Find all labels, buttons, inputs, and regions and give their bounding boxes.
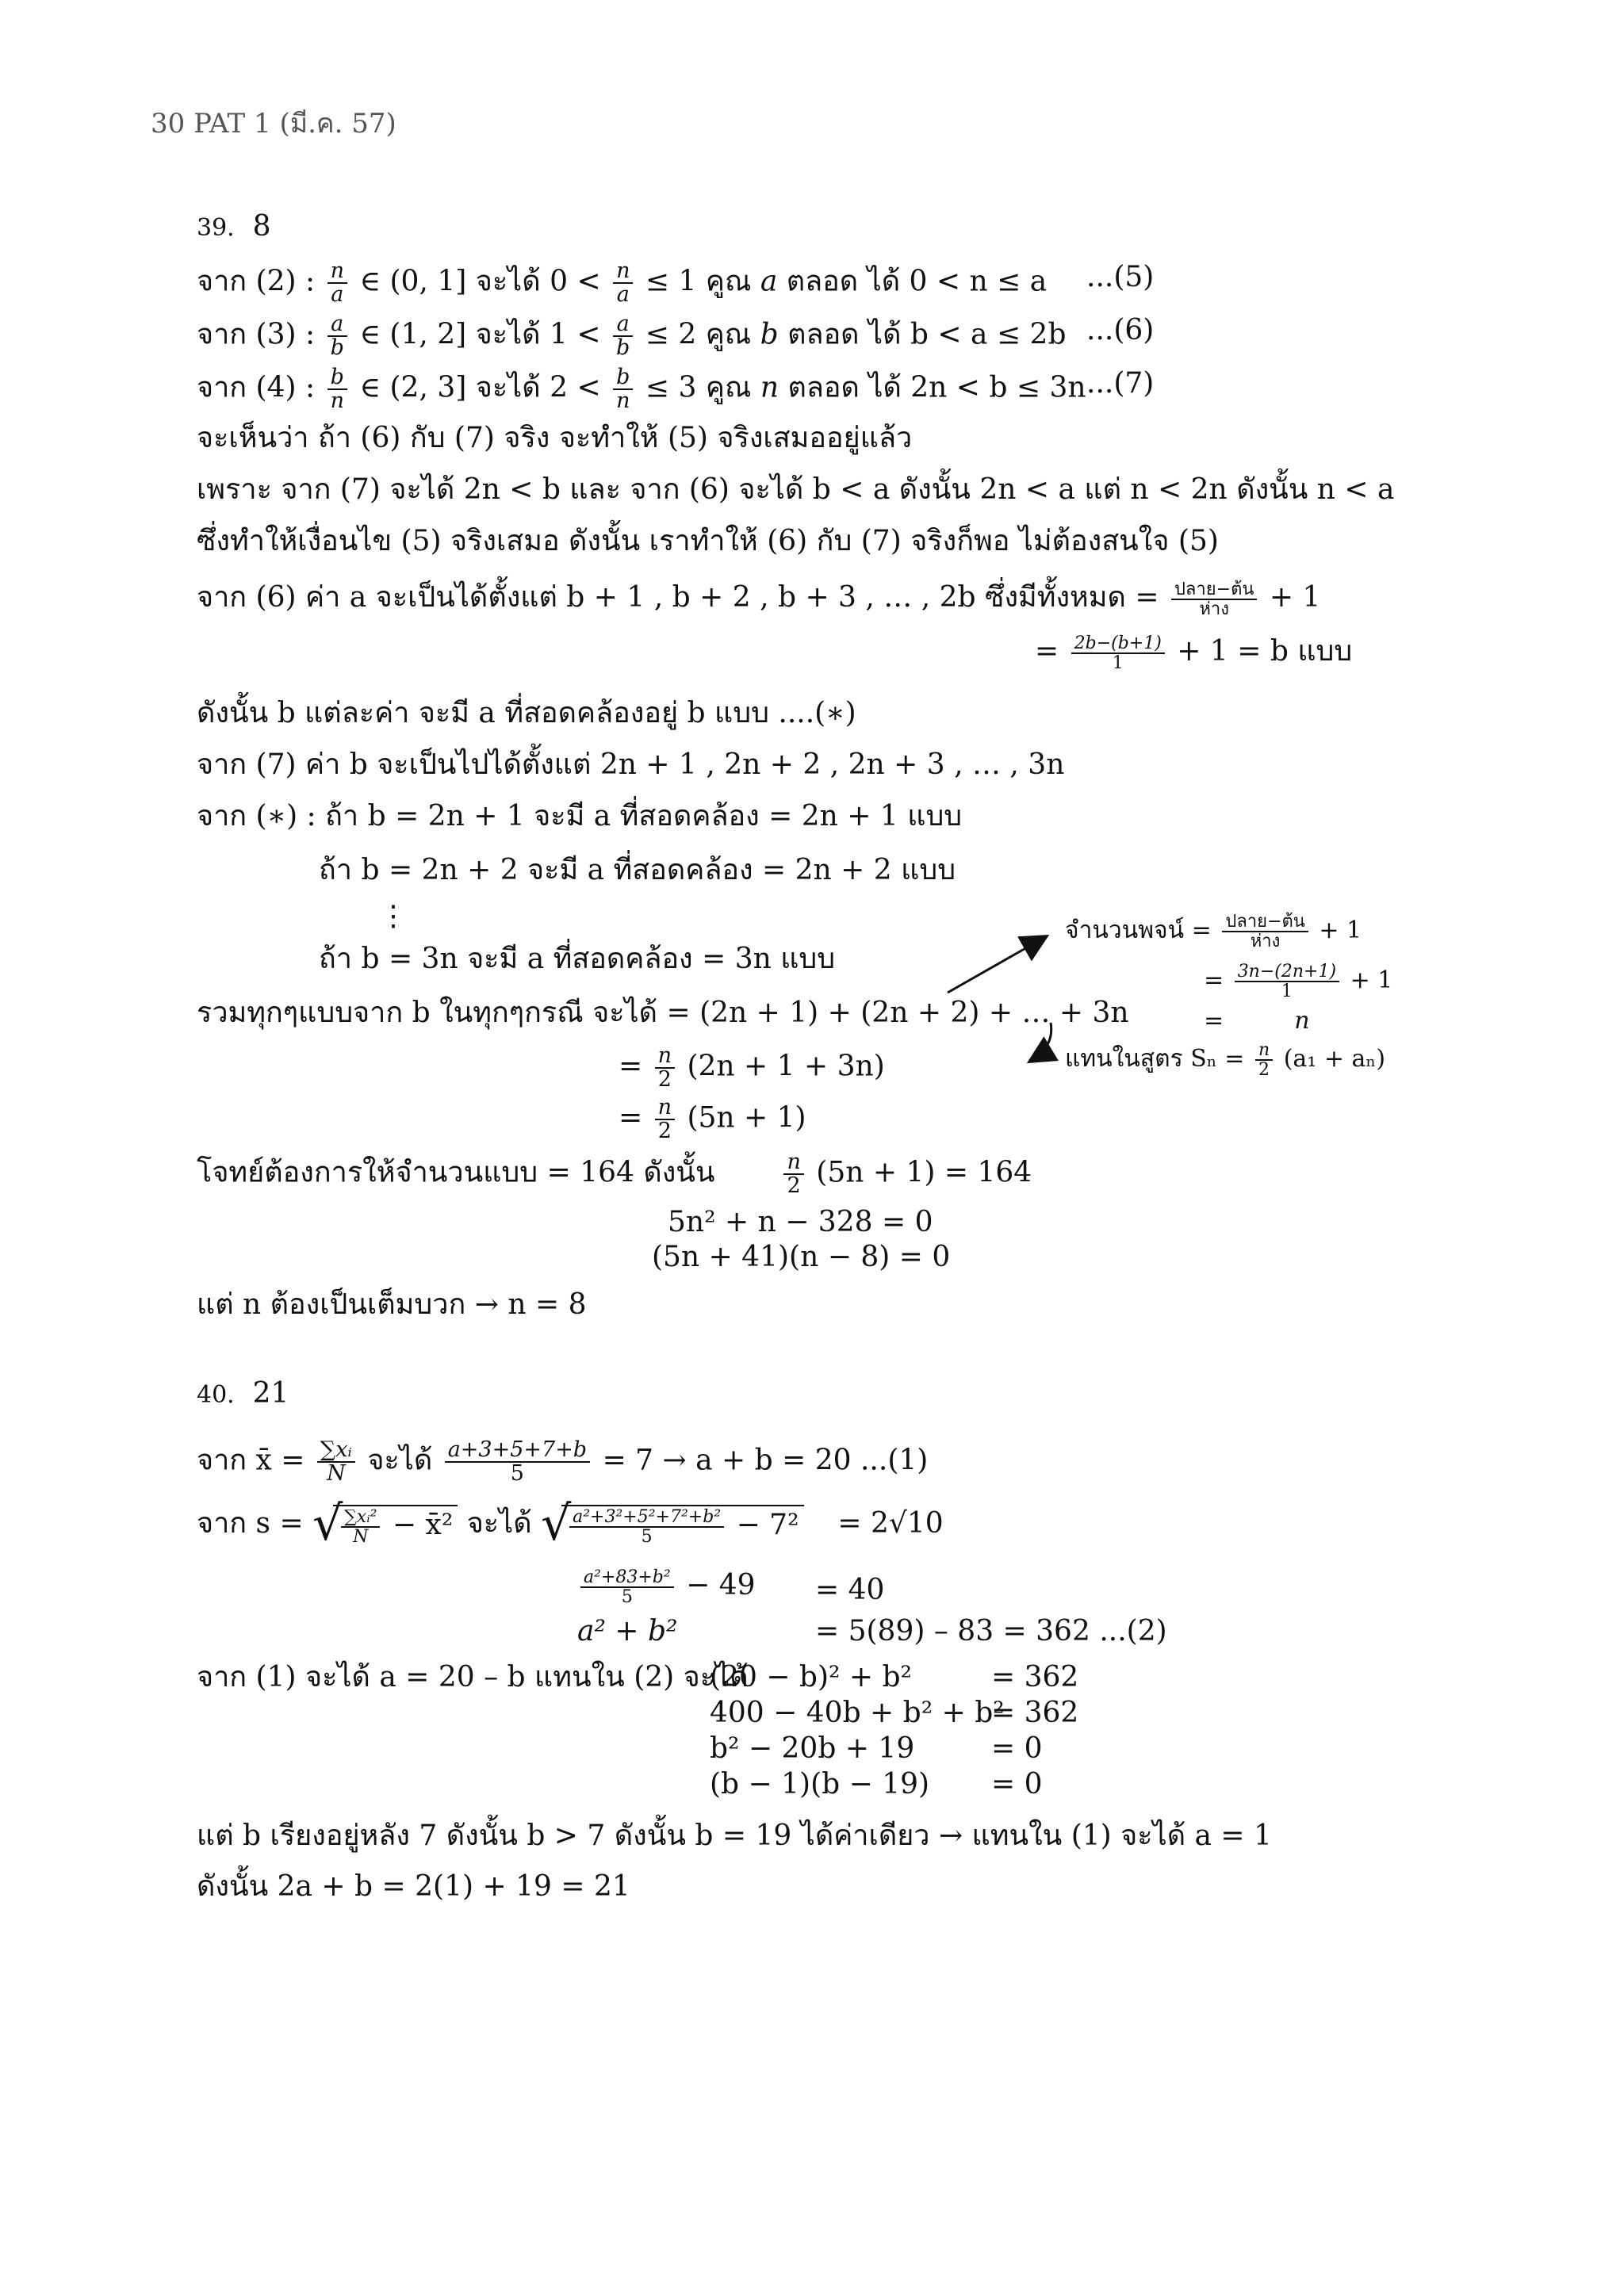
fraction-n-over-2: $\frac{n}{2}$ [655,1045,675,1092]
text: = [1204,966,1224,995]
text: โจทย์ต้องการให้จำนวนแบบ = 164 ดังนั้น [197,1156,715,1189]
fraction-sum: $\frac{a+3+5+7+b}{5}$ [445,1439,590,1486]
text: จะได้ [466,1507,532,1540]
q39-ref-5: ...(5) [1086,261,1155,293]
q40-answer: 21 [252,1377,289,1410]
q40-number: 40. [197,1381,235,1409]
text: ตลอด ได้ 0 < n ≤ a [786,265,1048,298]
q39-line-4: จะเห็นว่า ถ้า (6) กับ (7) จริง จะทำให้ (5) จริงเสมออยู่แล้ว [197,422,913,454]
q39-line-14: ถ้า b = 3n จะมี a ที่สอดคล้อง = 3n แบบ [319,943,836,975]
text: จะได้ [367,1444,433,1477]
text: ∈ (1, 2] จะได้ 1 < [359,318,601,351]
text: + 1 [1350,966,1393,995]
fraction-n-over-2: $\frac{n}{2}$ [655,1096,675,1143]
q40-line-9: แต่ b เรียงอยู่หลัง 7 ดังนั้น b > 7 ดังนั้น b = 19 ได้ค่าเดียว → แทนใน (1) จะได้ a = 1 [197,1820,1272,1852]
q39-vdots: ⋮ [379,900,408,932]
fraction-n-over-a: $\frac{n}{a}$ [613,260,633,307]
q39-line-20: (5n + 41)(n − 8) = 0 [652,1241,951,1273]
side-note-4 [1065,1040,1385,1079]
text: ≤ 3 คูณ [645,371,752,404]
fraction: $\frac{\text{ปลาย−ต้น}}{\text{ห่าง}}$ [1222,913,1308,951]
side-note-2 [1204,962,1392,1001]
text: ≤ 2 คูณ [645,318,752,351]
text: (5n + 1) = 164 [816,1156,1032,1189]
text: จาก (4) : [197,371,316,404]
text: ∈ (0, 1] จะได้ 0 < [359,265,601,298]
q40-line-3 [577,1568,756,1606]
page-header: 30 PAT 1 (มี.ค. 57) [151,108,396,140]
q39-ref-6: ...(6) [1086,314,1155,346]
fraction: $\frac{3n-(2n+1)}{1}$ [1235,962,1339,1001]
sqrt-std-values: √ $\frac{\text{a²+3²+5²+7²+b²}}{5}$ − 7² [541,1505,803,1546]
text: a [760,265,778,298]
q40-line-4 [577,1617,677,1646]
sqrt-std-formula: √ $\frac{\text{∑xᵢ²}}{N}$ − x̄² [312,1505,458,1546]
text: จำนวนพจน์ = [1065,916,1212,944]
text: + 1 [1269,581,1321,614]
text: ∈ (2, 3] จะได้ 2 < [359,371,601,404]
text: + 1 [1319,916,1362,944]
q40-line-1 [197,1439,928,1486]
q39-line-15: รวมทุกๆแบบจาก b ในทุกๆกรณี จะได้ = (2n + 1) + (2n + 2) + … + 3n [197,997,1129,1029]
text: = 7 → a + b = 20 ...(1) [602,1444,929,1477]
q39-line-2 [197,313,1067,360]
text: − 49 [686,1569,756,1602]
text: (2n + 1 + 3n) [687,1050,885,1083]
q39-line-12: ถ้า b = 2n + 2 จะมี a ที่สอดคล้อง = 2n + 2 แบบ [319,854,956,886]
text: แทนในสูตร Sₙ = [1065,1045,1245,1073]
text: = [1204,1007,1224,1035]
q39-line-9: ดังนั้น b แต่ละค่า จะมี a ที่สอดคล้องอยู่ b แบบ ....(∗) [197,697,856,729]
q40-line-10: ดังนั้น 2a + b = 2(1) + 19 = 21 [197,1870,630,1903]
text: จาก (6) ค่า a จะเป็นได้ตั้งแต่ b + 1 , b + 2 , b + 3 , … , 2b ซึ่งมีทั้งหมด = [197,581,1159,614]
text: ตลอด ได้ b < a ≤ 2b [787,318,1067,351]
q40-line-6-rhs: = 362 [991,1697,1079,1729]
fraction: $\frac{2b-(b+1)}{1}$ [1071,634,1165,672]
text: = [619,1101,643,1135]
q39-line-21: แต่ n ต้องเป็นเต็มบวก → n = 8 [197,1288,587,1321]
q39-line-8 [1035,634,1352,672]
text: = [1035,635,1059,668]
text: a² + b² [577,1615,678,1647]
q39-line-19: 5n² + n − 328 = 0 [668,1206,933,1238]
q40-line-6-lhs: 400 − 40b + b² + b² [710,1697,1005,1729]
text: = 2√10 [837,1507,944,1540]
side-note-3 [1204,1007,1310,1035]
text: (a₁ + aₙ) [1283,1045,1386,1073]
q40-line-8-lhs: (b − 1)(b − 19) [710,1768,930,1800]
text: n [1294,1007,1310,1035]
fraction-n-over-a: $\frac{n}{a}$ [327,260,347,307]
text: + 1 = b แบบ [1177,635,1353,668]
q39-line-11: จาก (∗) : ถ้า b = 2n + 1 จะมี a ที่สอดคล้อง = 2n + 1 แบบ [197,800,963,832]
q40-line-4-result: = 5(89) – 83 = 362 ...(2) [815,1615,1167,1647]
text: − 7² [736,1509,799,1542]
text: ตลอด ได้ 2n < b ≤ 3n [787,371,1086,404]
text: ≤ 1 คูณ [645,265,752,298]
text: จาก x̄ = [197,1444,305,1477]
fraction-count-formula: $\frac{\text{ปลาย−ต้น}}{\text{ห่าง}}$ [1171,580,1257,618]
q39-line-17 [619,1096,806,1143]
text: b [760,318,779,351]
q39-answer: 8 [252,210,271,243]
q40-line-7-rhs: = 0 [991,1732,1043,1765]
fraction-b-over-n: $\frac{b}{n}$ [613,366,633,413]
fraction: $\frac{\text{a²+3²+5²+7²+b²}}{5}$ [569,1508,724,1546]
q40-heading [197,1377,289,1410]
q40-line-8-rhs: = 0 [991,1768,1043,1800]
arrow-to-term-count [948,937,1045,993]
q40-line-5-rhs: = 362 [991,1661,1079,1693]
text: − x̄² [392,1509,454,1542]
q39-line-5: เพราะ จาก (7) จะได้ 2n < b และ จาก (6) จะได้ b < a ดังนั้น 2n < a แต่ n < 2n ดังนั้น n < a [197,473,1395,506]
q39-heading [197,212,271,241]
q39-line-3 [197,366,1086,413]
q39-line-1 [197,260,1047,307]
fraction-mean: $\frac{\text{∑xᵢ}}{N}$ [317,1439,355,1486]
q39-line-6: ซึ่งทำให้เงื่อนไข (5) จริงเสมอ ดังนั้น เราทำให้ (6) กับ (7) จริงก็พอ ไม่ต้องสนใจ (5) [197,525,1219,557]
fraction-a-over-b: $\frac{a}{b}$ [327,313,347,360]
q40-line-7-lhs: b² − 20b + 19 [710,1732,915,1765]
fraction-a-over-b: $\frac{a}{b}$ [613,313,633,360]
text: n [760,371,779,404]
q39-line-7 [197,580,1320,618]
fraction-b-over-n: $\frac{b}{n}$ [327,366,347,413]
q40-line-5: จาก (1) จะได้ a = 20 – b แทนใน (2) จะได้ [197,1661,749,1693]
q39-line-10: จาก (7) ค่า b จะเป็นไปได้ตั้งแต่ 2n + 1 , 2n + 2 , 2n + 3 , … , 3n [197,748,1065,781]
side-note-1 [1065,912,1362,951]
fraction-n-over-2: $\frac{n}{2}$ [783,1151,803,1198]
q39-ref-7: ...(7) [1086,367,1155,400]
q40-line-2 [197,1496,944,1552]
q39-line-18 [197,1151,1032,1198]
fraction: $\frac{\text{∑xᵢ²}}{N}$ [341,1508,380,1546]
fraction: $\frac{n}{2}$ [1255,1041,1273,1079]
q40-line-3-result: = 40 [815,1574,885,1606]
fraction: $\frac{\text{a²+83+b²}}{5}$ [580,1568,674,1606]
text: (5n + 1) [687,1101,806,1135]
q39-line-16 [619,1045,885,1092]
text: จาก s = [197,1507,304,1540]
text: = [619,1050,643,1083]
q39-number: 39. [197,214,235,242]
q40-line-5-lhs: (20 − b)² + b² [710,1661,912,1693]
text: จาก (3) : [197,318,316,351]
text: จาก (2) : [197,265,316,298]
